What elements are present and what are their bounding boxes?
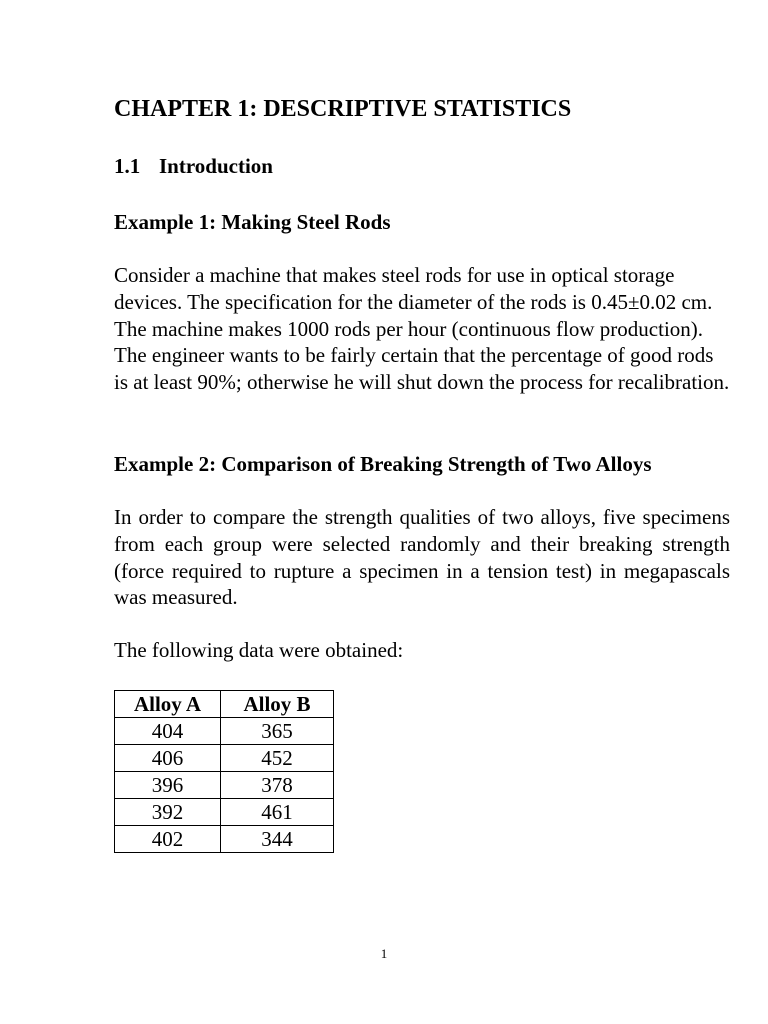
table-cell-alloy-b: 378 [221,772,334,799]
table-row [115,799,334,826]
alloy-data-table [114,690,334,853]
section-number: 1.1 [114,154,141,178]
table-row [115,718,334,745]
header-alloy-a: Alloy A [115,691,221,718]
table-row [115,772,334,799]
example2-heading: Example 2: Comparison of Breaking Strength of Two Alloys [114,452,652,476]
table-cell-alloy-a: 406 [115,745,221,772]
table-cell-alloy-a: 404 [115,718,221,745]
table-header-row [115,691,334,718]
table-cell-alloy-b: 461 [221,799,334,826]
table-intro-text: The following data were obtained: [114,638,404,662]
example2-paragraph: In order to compare the strength qualities of two alloys, five specimens from each group were selected randomly and their breaking strength (force required to rupture a specimen in a tension test) in megapascals was measured. [114,505,730,610]
page-number: 1 [380,946,388,961]
table-row [115,745,334,772]
table-cell-alloy-a: 392 [115,799,221,826]
table-cell-alloy-b: 452 [221,745,334,772]
header-alloy-b: Alloy B [221,691,334,718]
table-cell-alloy-a: 402 [115,826,221,853]
section-heading [114,153,273,179]
table-cell-alloy-b: 344 [221,826,334,853]
table-row [115,826,334,853]
table-cell-alloy-a: 396 [115,772,221,799]
example1-paragraph: Consider a machine that makes steel rods for use in optical storage devices. The specification for the diameter of the rods is 0.45±0.02 cm. The machine makes 1000 rods per hour (continuous flow production). The engineer wants to be fairly certain that the percentage of good rods is at least 90%; otherwise he will shut down the process for recalibration. [114,263,730,395]
table-cell-alloy-b: 365 [221,718,334,745]
example1-heading: Example 1: Making Steel Rods [114,210,391,234]
chapter-title: CHAPTER 1: DESCRIPTIVE STATISTICS [114,96,572,122]
section-title: Introduction [159,154,273,178]
